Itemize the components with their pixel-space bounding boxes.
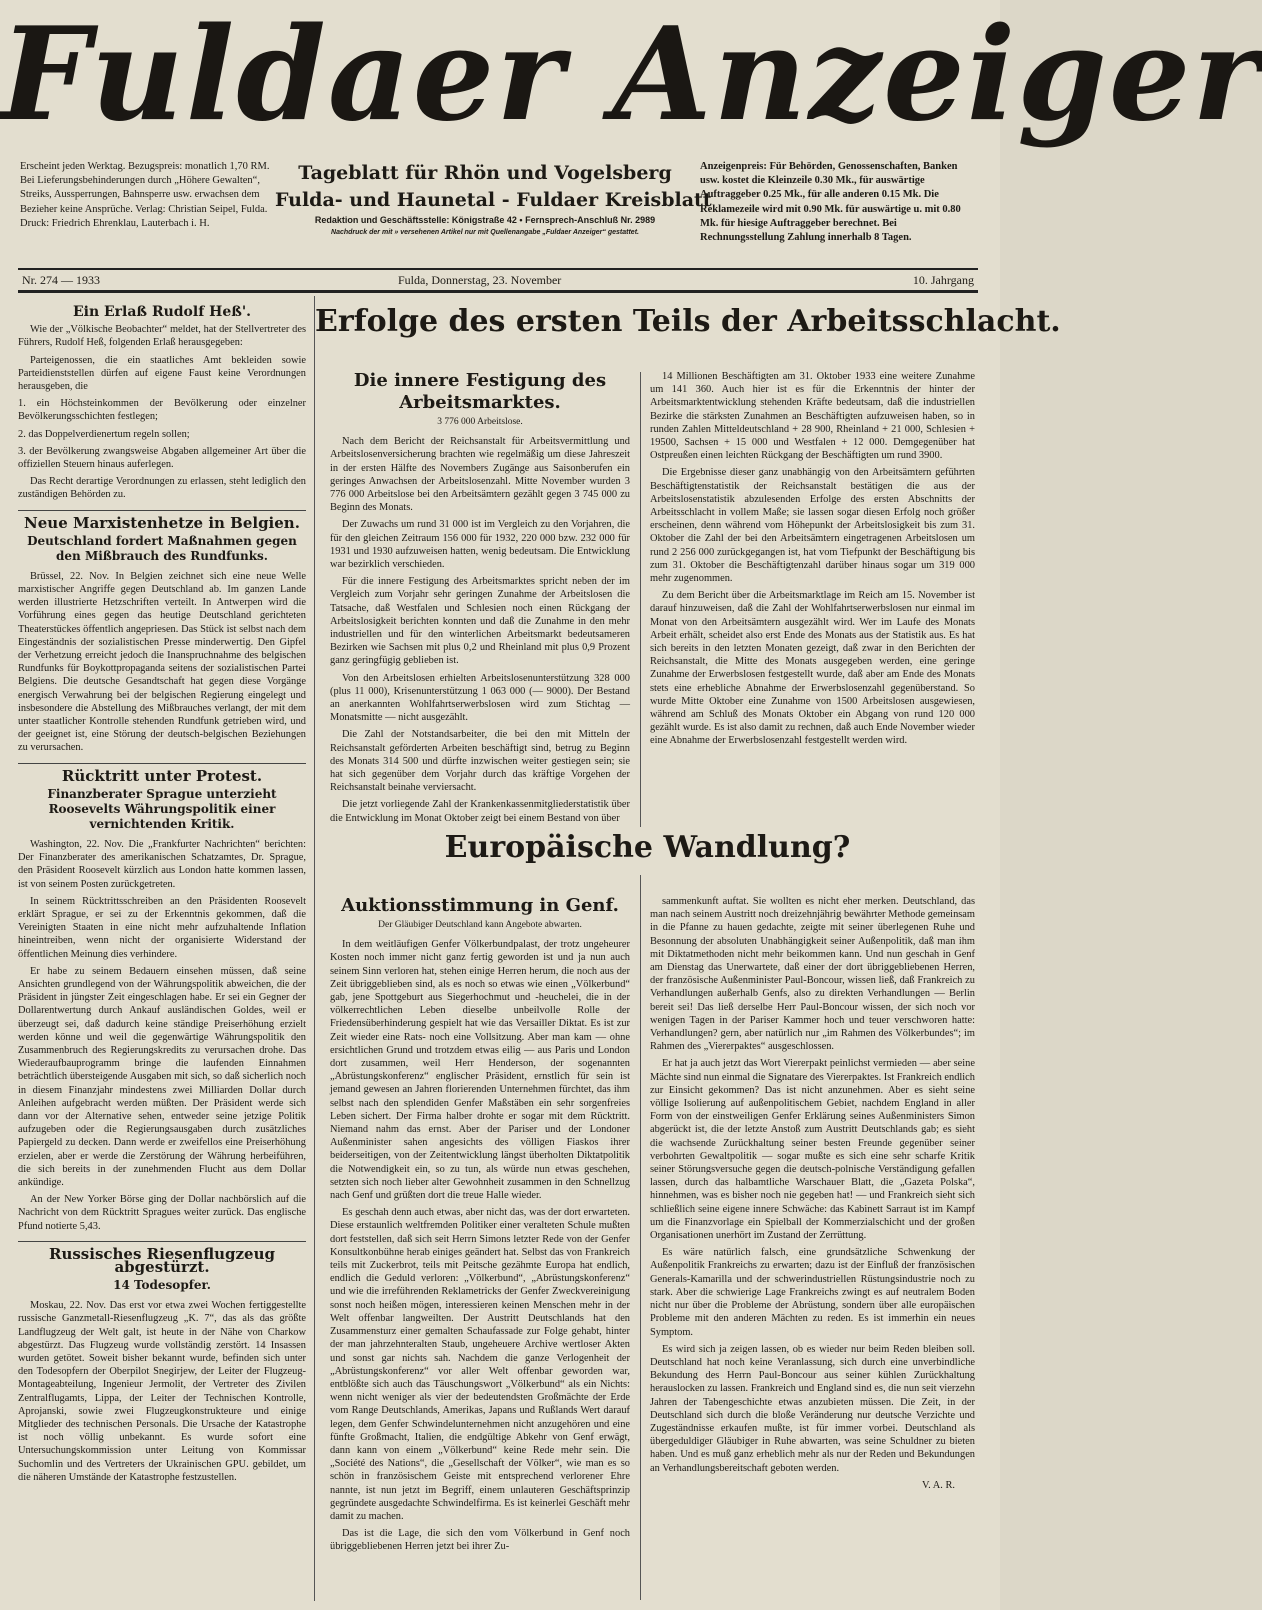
article-paragraph: Die jetzt vorliegende Zahl der Krankenkassenmitgliederstatistik über die Entwicklung im Monat Oktober zeigt bei einem Bestand von über <box>330 799 630 824</box>
article-paragraph: Das Recht derartige Verordnungen zu erlassen, steht lediglich den zuständigen Behörden zu. <box>18 476 306 501</box>
newspaper-title: Fuldaer Anzeiger <box>0 0 1262 150</box>
article-separator <box>18 1241 306 1242</box>
advertising-rates: Anzeigenpreis: Für Behörden, Genossenschaften, Banken usw. kostet die Kleinzeile 0.30 Mk., für auswärtige Auftraggeber 0.25 Mk., für alle anderen 0.15 Mk. Die Reklamezeile wird mit 0.90 Mk. für auswärtige u. mit 0.80 Mk. für hiesige Auftraggeber berechnet. Bei Rechnungsstellung Zahlung innerhalb 8 Tagen. <box>700 161 961 244</box>
article-paragraph: In dem weitläufigen Genfer Völkerbundpalast, der trotz ungeheurer Kosten noch immer nicht ganz fertig geworden ist und ja nun auch seinem Sinn verloren hat, stehen einige Herren herum, die noch aus der Zeit übriggeblieben sind, als es noch so etwas wie einen „Völkerbund“ gab, jene Spottgeburt aus Siegerhochmut und -heuchelei, die in der völkerrechtlichen Leben dieselbe unbeilvolle Rolle der Friedensüberhinderung gespielt hat wie das Versailler Diktat. Es ist zur Zeit wieder eine Rats- noch eine Vollsitzung. Aber man kam — ohne ersichtlichen Grund und trotzdem etwas eilig — aus Paris und London dort zusammen, weil Herr Henderson, der sogenannten „Abrüstungskonferenz“ englischer Präsident, ernstlich für sein ist jemand gewesen an Jahren florierenden Unternehmen fürchtet, das ihm selbst nach den splendiden Genfer Maßstäben ein sehr sorgenfreies Leben sichert. Der Firma halber drohte er sogar mit dem Rücktritt. Niemand nahm das ernst. Aber der Pariser und der Londoner Außenminister sahen angesichts des völligen Fiaskos ihrer beiderseitigen, von der Zeitentwicklung längst überholten Diktatpolitik die Notwendigkeit ein, so zu tun, als würde nun etwas geschehen, setzten sich noch lieber alter Gewohnheit zusammen in den Schnellzug nach Genf und grüßten dort die treue Halle wieder. <box>330 939 630 1202</box>
article-subtitle: Finanzberater Sprague unterzieht Roosevelts Währungspolitik einer vernichtenden Kritik. <box>47 786 277 831</box>
article-paragraph: Es geschah denn auch etwas, aber nicht das, was der dort erwarteten. Diese erstaunlich weltfremden Politiker einer veralteten Schule mußten dort feststellen, daß sich seit Herrn Simons letzter Rede von der Genfer Konsultkonbühne herab einiges geändert hat. Selbst das von Frankreich teils mit Zuckerbrot, teils mit Peitsche gezähmte Europa hat endlich, endlich die Geduld verloren: „Völkerbund“, „Abrüstungskonferenz“ und wie die irreführenden Reklametricks der Genfer Zweckvereinigung sonst noch heißen mögen, interessieren keinen Menschen mehr in der Welt offenbar langweilten. Der Austritt Deutschlands hat den Zusammensturz einer gemalten Schaufassade zur Folge gehabt, hinter der man jahrzehnteralten Staub, ungeheuere Archive wertloser Akten und sonst gar nichts sah. Nachdem die ganze Verlogenheit der „Abrüstungskonferenz“ vor aller Welt offenbar geworden war, entblößte sich auch das Täuschungswort „Völkerbund“ als ein Nichts: wenn nicht weniger als vier der bedeutendsten Großmächte der Erde vom Range Deutschlands, Amerikas, Japans und Rußlands Wert darauf legen, dem Genfer Schwindelunternehmen nicht anzugehören und eine fünfte Großmacht, Italien, die endgültige Abkehr von Genf erwägt, dann kann von einem „Völkerbund“ keine Rede mehr sein. Die „Société des Nations“, die „Gesellschaft der Völker“, wie man es so schön in französischem Geiste mit entsprechend verlorener Ehre nannte, ist nun jetzt im Begriff, einem unlauteren Geschäftsprinzip gegründete ausgedachte Schwindelfirma. Es ist keinerlei Geschäft mehr damit zu machen. <box>330 1207 630 1522</box>
article-paragraph: Die Zahl der Notstandsarbeiter, die bei den mit Mitteln der Reichsanstalt geförderten Arbeiten beschäftigt sind, betrug zu Beginn des Monats 314 500 und dürfte inzwischen weiter gestiegen sein; sie hat sich gegenüber dem Vorjahr durch das kräftige Vorgehen der Reichsanstalt beinahe verviersacht. <box>330 729 630 794</box>
main-article-left <box>330 370 630 830</box>
article-subtitle: 14 Todesopfer. <box>113 1278 211 1293</box>
subtitle-line-1: Tageblatt für Rhön und Vogelsberg <box>298 162 672 184</box>
article-paragraph: Brüssel, 22. Nov. In Belgien zeichnet sich eine neue Welle marxistischer Angriffe gegen Deutschland ab. Im ganzen Lande werden illustrierte Hetzschriften verteilt. In Antwerpen wird die Vorführung eines gegen das heutige Deutschland gerichteten Theaterstückes öffentlich angepriesen. Das Stück ist selbst nach dem Eingeständnis der sozialistischen Presse minderwertig. Den Gipfel der Verhetzung erreicht jedoch die Inanspruchnahme des belgischen Rundfunks für Boykottpropaganda seitens der sozialistischen Partei Belgiens. Die deutsche Gesandtschaft hat gegen diese Vorgänge energisch Verwahrung bei der belgischen Regierung eingelegt und insbesondere die Abstellung des Mißbrauches verlangt, der mit dem unter staatlicher Kontrolle stehenden Rundfunk getrieben wird, und der geeignet ist, eine Störung der deutsch-belgischen Beziehungen zu verursachen. <box>18 570 306 754</box>
europe-headline: Europäische Wandlung? <box>444 830 851 865</box>
left-column <box>18 300 306 1600</box>
europe-article-right <box>650 895 975 1600</box>
article-paragraph: Washington, 22. Nov. Die „Frankfurter Nachrichten“ berichten: Der Finanzberater des amerikanischen Schatzamtes, Dr. Sprague, den Präsident Roosevelt kürzlich aus London hatte kommen lassen, ist von seinem Posten zurückgetreten. <box>18 838 306 890</box>
column-rule <box>640 372 641 827</box>
reprint-notice: Nachdruck der mit » versehenen Artikel nur mit Quellenangabe „Fuldaer Anzeiger“ gestattet. <box>331 229 639 236</box>
article-paragraph: Er habe zu seinem Bedauern einsehen müssen, daß seine Ansichten grundlegend von der Währungspolitik abweichen, die der Präsident in jüngster Zeit eingeschlagen habe. Er sei ein Gegner der Dollarentwertung durch Ankauf ausländischen Goldes, weil er überzeugt sei, daß dadurch keine ständige Preiserhöhung erzielt werden könne und weil die gegenwärtige Währungspolitik den Zusammenbruch des Regierungskredits zu verursachen drohe. Das Wiederaufbauprogramm bringe die laufenden Einnahmen beträchtlich übersteigende Ausgaben mit sich, so daß sicherlich noch in diesem Finanzjahr mindestens zwei Milliarden Dollar durch Anleihen aufgebracht werden müßten. Der Präsident werde sich dann vor der Alternative sehen, entweder seine jetzige Politik aufzugeben oder die Regierungsausgaben durch zusätzliches Papiergeld zu decken. Dann werde er zweifellos eine Preiserhöhung erzielen, aber er werde die Zerstörung der Währung herbeiführen, die sich bereits in der zunehmenden Flucht aus dem Dollar ankündige. <box>18 965 306 1188</box>
issue-date: Fulda, Donnerstag, 23. November <box>398 273 562 287</box>
list-item: 1. ein Höchsteinkommen der Bevölkerung oder einzelner Bevölkerungsschichten festlegen; <box>18 398 306 423</box>
editorial-address: Redaktion und Geschäftsstelle: Königstraße 42 • Fernsprech-Anschluß Nr. 2989 <box>314 215 656 225</box>
article-paragraph: sammenkunft auftat. Sie wollten es nicht eher merken. Deutschland, das man nach seinem Austritt noch dreizehnjährig bewährter Methode gemeinsam in die Pfanne zu hauen gedachte, zeigte mit seiner überlegenen Ruhe und Besonnung der absoluten Unabhängigkeit seiner Außenpolitik, daß man ihm mit Diktatmethoden nicht mehr beikommen kann. Und nun geschah in Genf am Dienstag das Unerwartete, daß einer der dort übriggebliebenen Herren, der französische Außenminister Paul-Boncour, wissen ließ, daß Frankreich zu Verhandlungen außerhalb Genfs, also zu direkten Verhandlungen — Berlin bereit sei! Das ließ derselbe Herr Paul-Boncour wissen, der sich noch vor wenigen Tagen in der Pariser Kammer hoch und teuer verschworen hatte: Verhandlungen? gern, aber natürlich nur „im Rahmen des Völkerbundes“; im Rahmen des „Viererpaktes“ ausgeschlossen. <box>650 896 975 1053</box>
dateline <box>18 268 978 293</box>
main-headline: Erfolge des ersten Teils der Arbeitsschlacht. <box>315 304 1061 339</box>
masthead <box>0 0 1262 160</box>
article-paragraph: Er hat ja auch jetzt das Wort Viererpakt peinlichst vermieden — aber seine Mächte sind nun einmal die Signatare des Viererpaktes. Ist Frankreich endlich zur Einsicht gekommen? Das ist nicht anzunehmen. Aber es sieht seine völlige Isolierung auf außenpolitischem Gebiet, nachdem England in aller Form von der einstweiligen Genfer Erklärung seines Außenministers Simon abgerückt ist, die der letzte Anstoß zum Austritt Deutschlands gab; es sieht die wachsende Zurückhaltung seiner besten Freunde gegenüber seiner verbohrten Gewaltpolitik — sogar mußte es sich eine sehr scharfe Kritik seiner Störungsversuche gegen die deutsch-polnische Verständigung gefallen lassen, durch das halbamtliche Warschauer Blatt, die „Gazeta Polska“, hinnehmen, was es bisher noch nie gegeben hat! — und Frankreich sieht sich schließlich seine eigene innere Schwäche: das Kabinett Sarraut ist im Kampf um die Finanzvorlage ein Spielball der Kommerzialschicht und der großen Organisationen unerhört im Zustand der Zerrüttung. <box>650 1058 975 1242</box>
europe-sub-headline: Auktionsstimmung in Genf. <box>341 895 619 916</box>
article-paragraph: Von den Arbeitslosen erhielten Arbeitslosenunterstützung 328 000 (plus 11 000), Krisenunterstützung 1 063 000 (— 9000). Der Bestand an anerkannten Wohlfahrtserwerbslosen wird zum Stichtag — Monatsmitte — nicht ausgezählt. <box>330 672 630 724</box>
article-paragraph: Es wird sich ja zeigen lassen, ob es wieder nur beim Reden bleiben soll. Deutschland hat noch keine Veranlassung, sich durch eine unverbindliche Bekundung des Herrn Paul-Boncour aus seiner kühlen Zurückhaltung herauslocken zu lassen. Frankreich und England sind es, die nun seit vierzehn Jahren der Tabengeschichte etwas anzubieten müssen. Die Zeit, in der Deutschland sich durch die bloße Veränderung nur deutsche Verzichte und Zugeständnisse erkaufen mußte, ist für immer vorbei. Deutschland als übergeduldiger Gläubiger in Ruhe abwarten, was seine Schuldner zu bieten haben. Und es muß ganz erheblich mehr als nur der Reden und Bekundungen an Verhandlungsbereitschaft geboten werden. <box>650 1343 975 1474</box>
main-sub-headline: Die innere Festigung des Arbeitsmarktes. <box>353 370 607 413</box>
europe-sub-small: Der Gläubiger Deutschland kann Angebote abwarten. <box>378 920 582 930</box>
article-paragraph: An der New Yorker Börse ging der Dollar nachbörslich auf die Nachricht von dem Rücktritt Spragues weiter zurück. Das englische Pfund notierte 5,43. <box>18 1194 306 1232</box>
issue-number: Nr. 274 — 1933 <box>22 273 100 287</box>
article-title-belgien: Neue Marxistenhetze in Belgien. <box>24 513 300 532</box>
article-title-hess: Ein Erlaß Rudolf Heß'. <box>72 304 252 320</box>
article-paragraph: Zu dem Bericht über die Arbeitsmarktlage im Reich am 15. November ist darauf hinzuweisen, daß die Zahl der Wohlfahrtserwerbslosen nur einmal im Monat von den Arbeitsämtern ausgezählt wird. Wer im Laufe des Monats Arbeit erhält, scheidet also erst Ende des Monats aus der Statistik aus. Es hat sich bereits in den letzten Monaten gezeigt, daß zwar in den Berichten der Reichsanstalt, die Mitte des Monats ausgegeben werden, eine geringe Zunahme der Erwerbslosen festgestellt wurde, daß aber am Ende des Monats stets eine erhebliche Abnahme der Erwerbslosenzahl gegenüberstand. So wurde Mitte Oktober eine Zunahme von 1500 Arbeitslosen ausgewiesen, während am Schluß des Monats Oktober ein Abgang von rund 120 000 gezählt wurde. Es ist also damit zu rechnen, daß auch Ende November wieder eine Abnahme der Erwerbslosenzahl festgestellt werden wird. <box>650 590 975 747</box>
europe-article-left <box>330 895 630 1600</box>
article-paragraph: Der Zuwachs um rund 31 000 ist im Vergleich zu den Vorjahren, die für den gleichen Zeitraum 156 000 für 1932, 220 000 bzw. 232 000 für 1931 und 1930 aufzuweisen hatten, wenig bedeutsam. Die Entwicklung war bezirklich verschieden. <box>330 519 630 571</box>
article-separator <box>18 510 306 511</box>
article-separator <box>18 763 306 764</box>
article-title-ruecktritt: Rücktritt unter Protest. <box>61 766 263 785</box>
volume-year: 10. Jahrgang <box>912 273 974 287</box>
article-title-flugzeug: Russisches Riesenflugzeug abgestürzt. <box>48 1244 275 1276</box>
list-item: 2. das Doppelverdienertum regeln sollen; <box>18 428 190 440</box>
article-paragraph: Wie der „Völkische Beobachter“ meldet, hat der Stellvertreter des Führers, Rudolf Heß, folgenden Erlaß herausgegeben: <box>18 324 306 349</box>
article-paragraph: Nach dem Bericht der Reichsanstalt für Arbeitsvermittlung und Arbeitslosenversicherung brachten wie regelmäßig um diese Jahreszeit in der ersten Hälfte des Novembers Zugänge aus Saisonberufen ein geringes Anwachsen der Arbeitslosenzahl. Mitte November wurden 3 776 000 Arbeitslose bei den Arbeitsämtern gezählt gegen 3 745 000 zu Beginn des Monats. <box>330 436 630 514</box>
article-subtitle: Deutschland fordert Maßnahmen gegen den Mißbrauch des Rundfunks. <box>27 533 297 563</box>
article-paragraph: Moskau, 22. Nov. Das erst vor etwa zwei Wochen fertiggestellte russische Ganzmetall-Riesenflugzeug „K. 7“, das als das größte Landflugzeug der Welt galt, ist heute in der Nähe von Charkow abgestürzt. Das Flugzeug wurde vollständig zerstört. 14 Insassen wurden getötet. Soweit bisher bekannt wurde, befinden sich unter den Todesopfern der Oberpilot Snegirjew, der Leiter der Flugzeug-Montageabteilung, Ingenieur Jermolit, der Vertreter des Zivilen Zentralflugamts, Lippa, der Leiter der Technischen Kontrolle, Aprojanski, sowie zwei Flugzeugkonstrukteure und einige Mitglieder des technischen Personals. Die Ursache der Katastrophe ist noch völlig unbekannt. Es wurde sofort eine Untersuchungskommission unter Leitung von Kommissar Suchomlin und des Vertreters der Ukrainischen GPU. gebildet, um die näheren Umstände der Katastrophe festzustellen. <box>18 1300 306 1483</box>
article-paragraph: Es wäre natürlich falsch, eine grundsätzliche Schwenkung der Außenpolitik Frankreichs zu erwarten; dazu ist der Einfluß der französischen Generals-Kamarilla und der schwerindustriellen Rüstungsindustrie noch zu stark. Aber die schwierige Lage Frankreichs zwingt es auf neutralem Boden nicht nur über die Probleme der Abrüstung, sondern über alle europäischen Probleme mit den anderen Mächten zu reden. Es ist immerhin ein neues Symptom. <box>650 1247 975 1338</box>
article-paragraph: Parteigenossen, die ein staatliches Amt bekleiden sowie Parteidienststellen dürfen auf eigene Faust keine Verordnungen herausgeben, die <box>18 354 306 393</box>
column-rule <box>314 296 315 1601</box>
list-item: 3. der Bevölkerung zwangsweise Abgaben allgemeiner Art über die offiziellen Steuern hinaus auferlegen. <box>18 445 306 471</box>
subscription-info: Erscheint jeden Werktag. Bezugspreis: monatlich 1,70 RM. Bei Lieferungsbehinderungen durch „Höhere Gewalten“, Streiks, Aussperrungen, Bahnsperre usw. erwachsen dem Bezieher keine Ansprüche. Verlag: Christian Seipel, Fulda. Druck: Friedrich Ehrenklau, Lauterbach i. H. <box>20 161 270 229</box>
article-paragraph: Die Ergebnisse dieser ganz unabhängig von den Arbeitsämtern geführten Beschäftigtenstatistik der Reichsanstalt bestätigen die aus der Arbeitslosenstatistik abzulesenden Erfolge des ersten Abschnitts der Arbeitsschlacht in vollem Maße; sie lassen sogar diesen Erfolg noch größer erscheinen, denn während vom Höhepunkt der Arbeitslosigkeit bis zum 31. Oktober die Zahl der bei den Arbeitsämtern eingetragenen Arbeitslosen um rund 2 256 000 zurückgegangen ist, hat vom Tiefpunkt der Beschäftigung bis zum 31. Oktober die Beschäftigtenzahl darüber hinaus sogar um 319 000 mehr zugenommen. <box>650 467 975 585</box>
subtitle-line-2: Fulda- und Haunetal - Fuldaer Kreisblatt <box>275 189 712 211</box>
article-paragraph: Für die innere Festigung des Arbeitsmarktes spricht neben der im Vergleich zum Vorjahr sehr geringen Zunahme der Arbeitslosen die Tatsache, daß Westfalen und Schlesien noch einen Rückgang der Arbeitslosigkeit berichten konnten und daß die Zunahme in den mehr industriellen und für den winterlichen Arbeitsmarkt bedeutsameren Bezirken wie Sachsen mit plus 0,2 und Rheinland mit plus 0,9 Prozent ganz geringfügig geblieben ist. <box>330 576 630 667</box>
article-paragraph: 14 Millionen Beschäftigten am 31. Oktober 1933 eine weitere Zunahme um 141 360. Auch hier ist es für die Erkenntnis der hinter der Arbeitsmarktentwicklung stehenden Kräfte bedeutsam, daß die industriellen Bezirke die stärksten Zunahmen an Beschäftigten aufzuweisen haben, so in runden Zahlen Mitteldeutschland + 28 900, Rheinland + 21 000, Schlesien + 19500, Sachsen + 15 000 und Westfalen + 12 000. Demgegenüber hat Ostpreußen einen leichten Rückgang der Beschäftigten um rund 3900. <box>650 371 975 462</box>
column-rule <box>640 875 641 1600</box>
author-signature: V. A. R. <box>921 1479 955 1491</box>
article-paragraph: In seinem Rücktrittsschreiben an den Präsidenten Roosevelt erklärt Sprague, er sei zu der Erkenntnis gekommen, daß die Vereinigten Staaten in eine nicht mehr aufzuhaltende Inflation hineintreiben, wenn nicht der organisierte Widerstand der öffentlichen Meinung dies verhindere. <box>18 895 306 960</box>
article-paragraph: Das ist die Lage, die sich den vom Völkerbund in Genf noch übriggebliebenen Herren jetzt bei ihrer Zu- <box>330 1528 630 1553</box>
masthead-subtitle <box>275 160 712 238</box>
main-article-right <box>650 370 975 830</box>
main-sub-small: 3 776 000 Arbeitslose. <box>437 417 523 427</box>
